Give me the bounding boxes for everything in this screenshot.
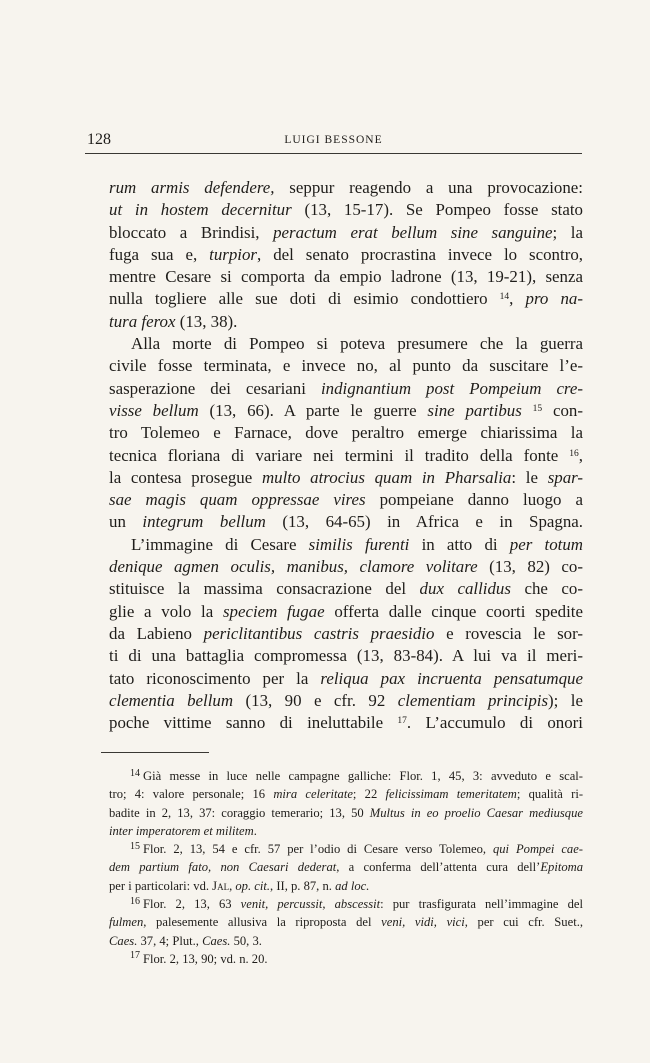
text-line: tro Tolemeo e Farnace, dove peraltro emerge chiarissima la bbox=[109, 423, 583, 443]
text-line: sasperazione dei cesariani indignantium post Pompeium cre- bbox=[109, 378, 584, 398]
text-line: civile fosse terminata, e invece no, al punto da suscitare l’e- bbox=[109, 356, 583, 376]
footnote-14-line: inter imperatorem et militem. bbox=[109, 823, 257, 838]
footnote-17: $^{17}$ Flor. 2, 13, 90; vd. n. 20. bbox=[130, 950, 268, 966]
main-text bbox=[109, 177, 583, 734]
footnote-14-line: badite in 2, 13, 37: coraggio temerario; 13, 50 Multus in eo proelio Caesar mediusque bbox=[109, 805, 583, 820]
footnotes bbox=[109, 767, 583, 968]
footnote-16-line: Caes. 37, 4; Plut., Caes. 50, 3. bbox=[109, 933, 262, 948]
text-line: ti di una battaglia compromessa (13, 83-84). A lui va il meri- bbox=[109, 646, 583, 666]
text-line: Alla morte di Pompeo si poteva presumere che la guerra bbox=[131, 334, 583, 354]
text-line: la contesa prosegue multo atrocius quam in Pharsalia: le spar- bbox=[109, 467, 584, 487]
text-line: tato riconoscimento per la reliqua pax incruenta pensatumque bbox=[109, 668, 583, 688]
text-line: tura ferox (13, 38). bbox=[109, 311, 238, 331]
text-line: bloccato a Brindisi, peractum erat bellum sine sanguine; la bbox=[109, 222, 583, 242]
text-line: fuga sua e, turpior, del senato procrastina invece lo scontro, bbox=[109, 244, 583, 264]
footnote-16: $^{16}$ Flor. 2, 13, 63 venit, percussit, abscessit: pur trasfigurata nell’immagine del bbox=[130, 895, 583, 912]
text-line: nulla togliere alle sue doti di esimio condottiero $^{14}$, pro na- bbox=[109, 289, 583, 309]
text-line: ut in hostem decernitur (13, 15-17). Se Pompeo fosse stato bbox=[109, 200, 583, 220]
footnote-15: $^{15}$ Flor. 2, 13, 54 e cfr. 57 per l’odio di Cesare verso Tolemeo, qui Pompei cae- bbox=[130, 840, 584, 857]
text-line: mentre Cesare si comporta da empio ladrone (13, 19-21), senza bbox=[109, 267, 583, 287]
text-line: poche vittime sanno di ineluttabile $^{17}$. L’accumulo di onori bbox=[109, 713, 584, 733]
text-line: L’immagine di Cesare similis furenti in atto di per totum bbox=[131, 534, 583, 554]
text-line: un integrum bellum (13, 64-65) in Africa e in Spagna. bbox=[109, 512, 584, 532]
text-line: visse bellum (13, 66). A parte le guerre sine partibus $^{15}$ con- bbox=[109, 400, 583, 420]
text-line: clementia bellum (13, 90 e cfr. 92 clementiam principis); le bbox=[109, 690, 583, 710]
footnote-separator bbox=[101, 752, 209, 753]
footnote-14: $^{14}$ Già messe in luce nelle campagne galliche: Flor. 1, 45, 3: avveduto e scal- bbox=[130, 767, 583, 783]
text-line: stituisce la massima consacrazione del dux callidus che co- bbox=[109, 579, 583, 599]
footnote-14-line: tro; 4: valore personale; 16 mira celeritate; 22 felicissimam temeritatem; qualità ri- bbox=[109, 787, 584, 802]
text-line: sae magis quam oppressae vires pompeiane danno luogo a bbox=[109, 490, 583, 510]
text-line: denique agmen oculis, manibus, clamore volitare (13, 82) co- bbox=[109, 557, 583, 577]
running-head-author: LUIGI BESSONE bbox=[284, 134, 383, 146]
page-number: 128 bbox=[87, 131, 111, 148]
footnote-15-line: per i particolari: vd. Jal, op. cit., II, p. 87, n. ad loc. bbox=[109, 878, 370, 893]
footnote-15-line: dem partium fato, non Caesari dederat, a conferma dell’attenta cura dell’Epitoma bbox=[109, 860, 584, 875]
text-line: rum armis defendere, seppur reagendo a una provocazione: bbox=[109, 178, 583, 197]
footnote-16-line: fulmen, palesemente allusiva la riproposta del veni, vidi, vici, per cui cfr. Suet., bbox=[109, 915, 583, 930]
text-line: tecnica floriana di variare nei termini il tradito della fonte $^{16}$, bbox=[109, 445, 583, 465]
text-line: glie a volo la speciem fugae offerta dalle cinque coorti spedite bbox=[109, 601, 583, 621]
running-header bbox=[85, 131, 582, 154]
text-line: da Labieno periclitantibus castris praesidio e rovescia le sor- bbox=[109, 623, 584, 643]
